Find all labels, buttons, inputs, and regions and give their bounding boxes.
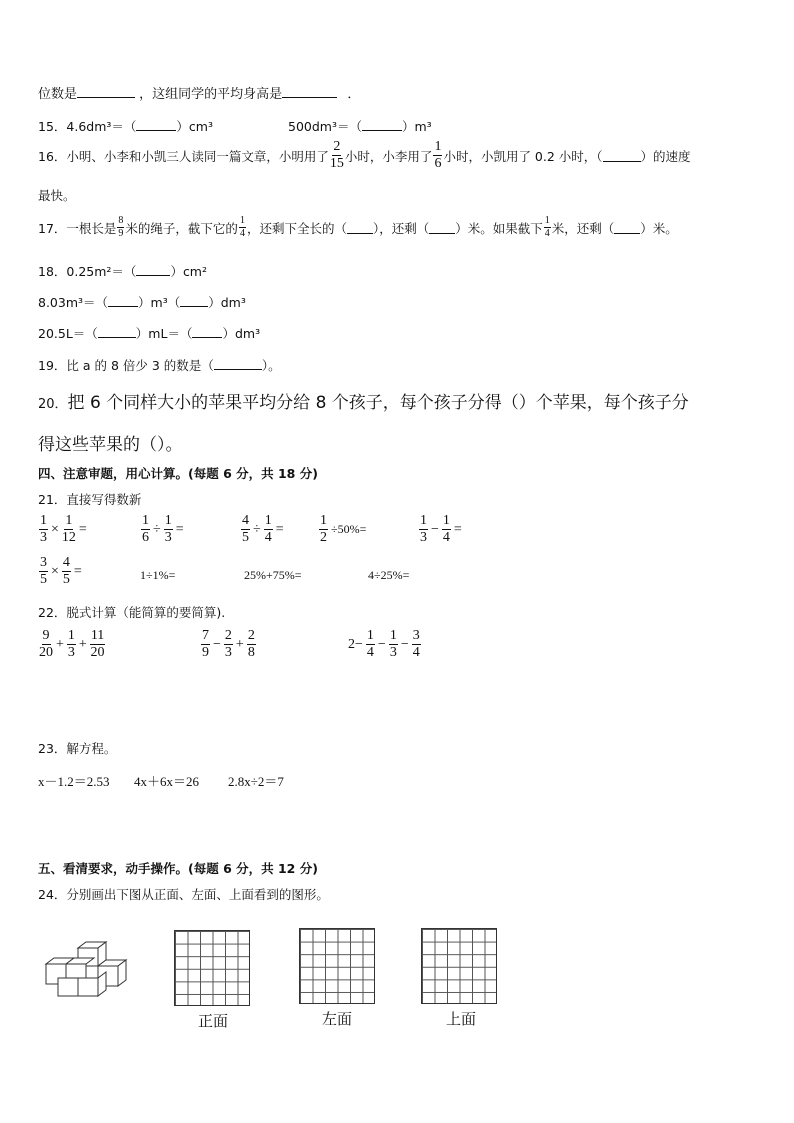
q21-item-7: 1÷1%= <box>140 568 176 582</box>
fraction: $\frac{1}{4}$ <box>239 215 245 239</box>
fraction: $\frac{2}{15}$ <box>329 139 344 171</box>
q21-item-9: 4÷25%= <box>368 568 410 582</box>
answer-blank[interactable] <box>77 85 135 98</box>
question-18-line2: 8.03m³＝（ ）m³（ ）dm³ <box>38 295 246 310</box>
section-4-heading: 四、注意审题，用心计算。(每题 6 分，共 18 分) <box>38 466 318 481</box>
q21-item-2: $\frac{1}{6}$ ÷ $\frac{1}{3}$ = <box>142 513 184 545</box>
question-18: 18．0.25m²＝（ ）cm² <box>38 264 207 279</box>
answer-blank[interactable] <box>347 221 373 234</box>
answer-blank[interactable] <box>429 221 455 234</box>
equation-3: 2.8x÷2＝7 <box>228 774 284 789</box>
q21-item-1: $\frac{1}{3}$ × $\frac{1}{12}$ = <box>40 513 87 545</box>
question-24-title: 24．分别画出下图从正面、左面、上面看到的图形。 <box>38 887 329 902</box>
answer-blank[interactable] <box>603 149 641 162</box>
q22-expression-2: $\frac{7}{9}$ − $\frac{2}{3}$ + $\frac{2}{8}$ <box>202 628 255 660</box>
front-view-grid[interactable] <box>174 930 250 1006</box>
answer-blank[interactable] <box>192 325 222 338</box>
fraction: $\frac{1}{4}$ <box>544 215 550 239</box>
question-23-title: 23．解方程。 <box>38 741 117 756</box>
cube-stack-figure <box>44 938 128 1000</box>
answer-blank[interactable] <box>614 221 640 234</box>
question-20-line2: 得这些苹果的（）。 <box>38 435 183 455</box>
q22-expression-3: 2− $\frac{1}{4}$ − $\frac{1}{3}$ − $\frac{3}{4}$ <box>348 628 420 660</box>
q21-item-5: $\frac{1}{3}$ − $\frac{1}{4}$ = <box>420 513 462 545</box>
question-16-line2: 最快。 <box>38 188 76 203</box>
question-21-title: 21．直接写得数新 <box>38 492 142 507</box>
equation-1: x－1.2＝2.53 <box>38 774 110 789</box>
fraction: $\frac{1}{6}$ <box>434 139 442 171</box>
question-17: 17． 一根长是 $\frac{8}{9}$ 米的绳子，截下它的 $\frac{1}{4}$ ，还剩下全长的（ ），还剩（ ）米。如果截下 $\frac{1}{4}$ 米，还剩（ ）米。 <box>38 215 678 239</box>
answer-blank[interactable] <box>180 294 208 307</box>
q21-item-4: $\frac{1}{2}$ ÷50%= <box>320 513 367 545</box>
question-22-title: 22．脱式计算（能简算的要简算). <box>38 605 226 620</box>
question-16: 16． 小明、小李和小凯三人读同一篇文章，小明用了 $\frac{2}{15}$ 小时，小李用了 $\frac{1}{6}$ 小时，小凯用了 0.2 小时，（ ）的速度 <box>38 139 691 171</box>
fraction: $\frac{8}{9}$ <box>118 215 124 239</box>
answer-blank[interactable] <box>282 85 337 98</box>
question-19: 19．比 a 的 8 倍少 3 的数是（ ）。 <box>38 358 281 373</box>
front-view-label: 正面 <box>198 1014 229 1030</box>
question-15-part2: 500dm³＝（ ）m³ <box>288 119 432 134</box>
equation-2: 4x＋6x＝26 <box>134 774 200 789</box>
top-view-label: 上面 <box>446 1012 477 1028</box>
q21-item-6: $\frac{3}{5}$ × $\frac{4}{5}$ = <box>40 555 82 587</box>
answer-blank[interactable] <box>108 294 138 307</box>
q14-tail-line: 位数是 ，这组同学的平均身高是 ． <box>38 87 361 102</box>
q22-expression-1: $\frac{9}{20}$ + $\frac{1}{3}$ + $\frac{11}{20}$ <box>39 628 105 660</box>
section-5-heading: 五、看清要求，动手操作。(每题 6 分，共 12 分) <box>38 861 318 876</box>
left-view-grid[interactable] <box>299 928 375 1004</box>
left-view-label: 左面 <box>322 1012 353 1028</box>
q21-item-3: $\frac{4}{5}$ ÷ $\frac{1}{4}$ = <box>242 513 284 545</box>
answer-blank[interactable] <box>214 357 262 370</box>
answer-blank[interactable] <box>136 118 176 131</box>
question-18-line3: 20.5L＝（ ）mL＝（ ）dm³ <box>38 326 261 341</box>
answer-blank[interactable] <box>362 118 402 131</box>
question-20: 20．把 6 个同样大小的苹果平均分给 8 个孩子，每个孩子分得（）个苹果，每个孩子分 <box>38 393 689 413</box>
question-15: 15．4.6dm³＝（ ）cm³ <box>38 119 213 134</box>
answer-blank[interactable] <box>136 263 170 276</box>
top-view-grid[interactable] <box>421 928 497 1004</box>
q21-item-8: 25%+75%= <box>244 568 302 582</box>
answer-blank[interactable] <box>98 325 136 338</box>
